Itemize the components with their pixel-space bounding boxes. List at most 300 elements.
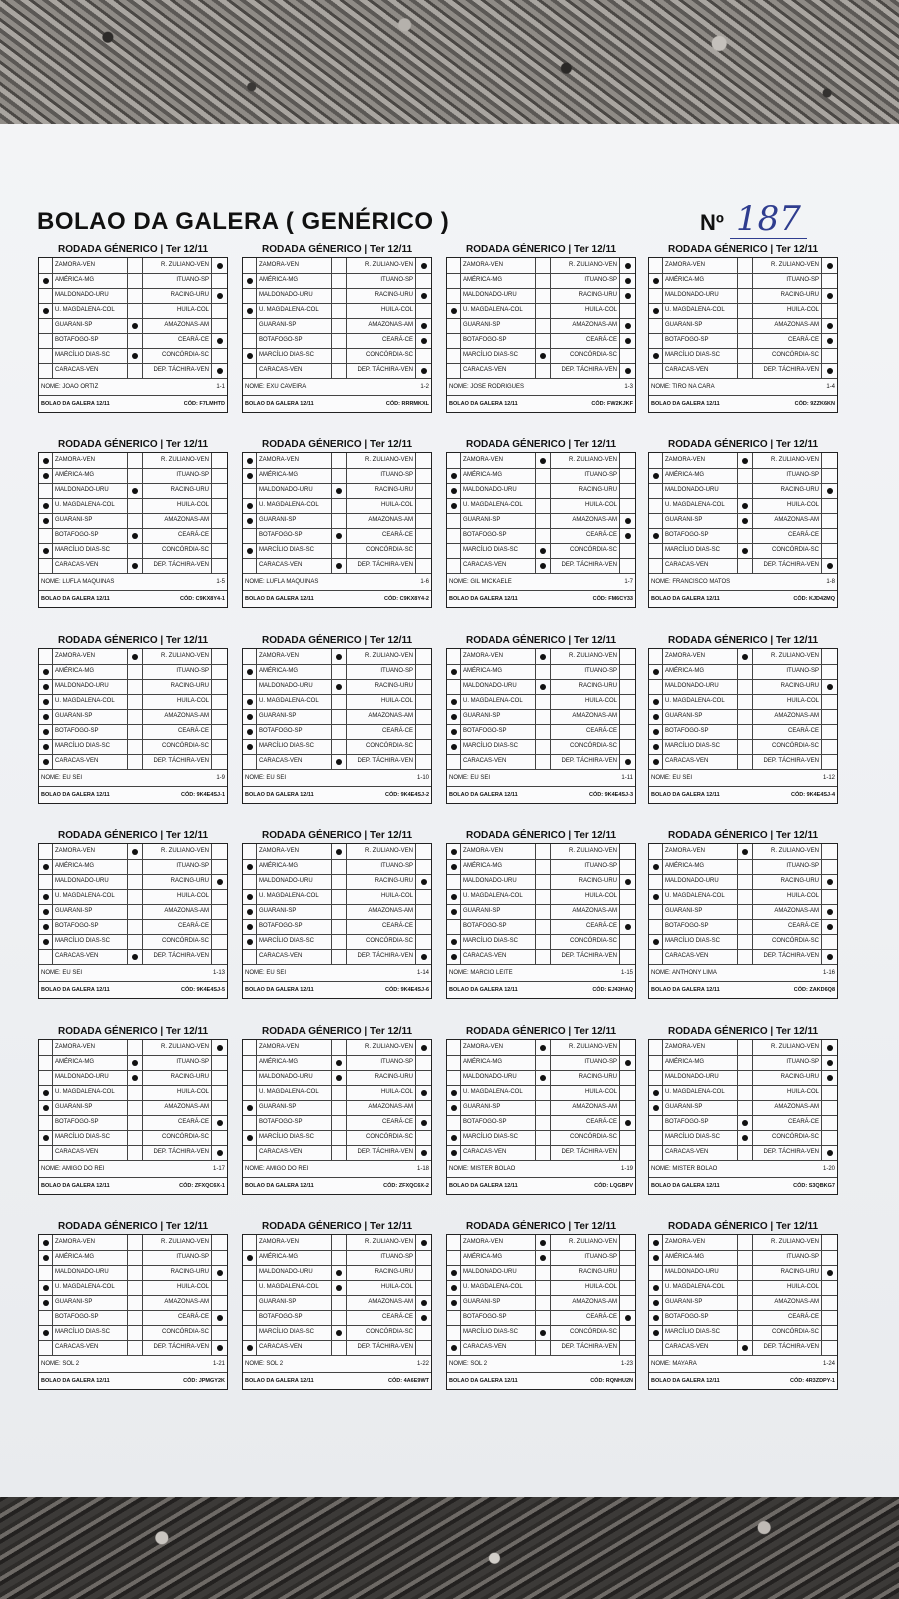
draw-box: [332, 694, 347, 709]
match-row: [447, 859, 635, 875]
match-row: [243, 949, 431, 965]
ticket-code: CÓD: ZAKD6Q8: [793, 987, 835, 993]
page-title: BOLAO DA GALERA ( GENÉRICO ): [37, 208, 450, 235]
away-team: DEP. TÁCHIRA-VEN: [550, 1340, 620, 1355]
away-win-box: [416, 694, 431, 709]
footer-label: BOLAO DA GALERA 12/11: [41, 401, 110, 407]
match-row: [447, 754, 635, 770]
away-win-box: [212, 333, 227, 348]
mark-dot: [653, 714, 659, 720]
away-win-box: [212, 679, 227, 694]
mark-dot: [336, 1075, 342, 1081]
draw-box: [738, 664, 753, 679]
away-win-box: [212, 1145, 227, 1160]
draw-box: [128, 1295, 143, 1310]
away-win-box: [620, 709, 635, 724]
home-win-box: [447, 1325, 461, 1340]
footer-label: BOLAO DA GALERA 12/11: [449, 1378, 518, 1384]
away-win-box: [212, 949, 227, 964]
draw-box: [738, 694, 753, 709]
away-win-box: [416, 1130, 431, 1145]
ticket-number: 1-12: [822, 775, 835, 781]
home-win-box: [649, 1340, 663, 1355]
home-win-box: [243, 919, 257, 934]
ticket-code: CÓD: ZFXQC6X-2: [383, 1183, 429, 1189]
bet-card: [446, 438, 636, 608]
match-row: [447, 889, 635, 905]
match-row: [649, 348, 837, 364]
mark-dot: [625, 1315, 631, 1321]
home-win-box: [649, 528, 663, 543]
mark-dot: [653, 1090, 659, 1096]
home-team: MARCÍLIO DIAS-SC: [257, 348, 332, 363]
home-team: GUARANI-SP: [53, 709, 128, 724]
away-team: HUILA-COL: [550, 498, 620, 513]
away-team: ITUANO-SP: [346, 468, 416, 483]
mark-dot: [43, 308, 49, 314]
ticket-number: 1-13: [212, 970, 225, 976]
mark-dot: [742, 1135, 748, 1141]
home-win-box: [243, 1250, 257, 1265]
mark-dot: [653, 894, 659, 900]
home-win-box: [243, 543, 257, 558]
bet-card: [648, 438, 838, 608]
participant-row: [39, 966, 227, 982]
home-win-box: [447, 363, 461, 378]
away-win-box: [416, 1040, 431, 1055]
mark-dot: [742, 654, 748, 660]
home-team: CARACAS-VEN: [257, 1340, 332, 1355]
home-team: CARACAS-VEN: [461, 558, 536, 573]
away-team: HUILA-COL: [346, 303, 416, 318]
away-win-box: [822, 1310, 837, 1325]
match-row: [649, 1340, 837, 1356]
match-row: [243, 889, 431, 905]
draw-box: [738, 889, 753, 904]
bet-card: [648, 1220, 838, 1390]
away-team: ITUANO-SP: [550, 468, 620, 483]
away-team: ITUANO-SP: [142, 468, 212, 483]
away-win-box: [416, 303, 431, 318]
card-footer: [649, 1373, 837, 1389]
away-team: CONCÓRDIA-SC: [142, 739, 212, 754]
away-team: RACING-URU: [346, 1070, 416, 1085]
home-team: BOTAFOGO-SP: [53, 333, 128, 348]
home-team: ZAMORA-VEN: [53, 844, 128, 859]
draw-box: [332, 333, 347, 348]
mark-dot: [247, 864, 253, 870]
match-row: [447, 874, 635, 890]
match-row: [447, 1325, 635, 1341]
mark-dot: [451, 1090, 457, 1096]
match-row: [39, 288, 227, 304]
draw-box: [332, 1295, 347, 1310]
mark-dot: [43, 714, 49, 720]
draw-box: [536, 874, 551, 889]
away-team: AMAZONAS-AM: [550, 904, 620, 919]
home-win-box: [39, 1235, 53, 1250]
match-row: [39, 844, 227, 860]
home-win-box: [243, 513, 257, 528]
away-team: CONCÓRDIA-SC: [752, 1130, 822, 1145]
away-team: DEP. TÁCHIRA-VEN: [752, 754, 822, 769]
away-team: R. ZULIANO-VEN: [550, 453, 620, 468]
match-row: [39, 453, 227, 469]
ticket-number: 1-14: [416, 970, 429, 976]
mark-dot: [247, 458, 253, 464]
away-win-box: [822, 513, 837, 528]
mark-dot: [336, 849, 342, 855]
match-row: [39, 528, 227, 544]
away-win-box: [212, 468, 227, 483]
home-team: GUARANI-SP: [53, 1295, 128, 1310]
home-team: BOTAFOGO-SP: [461, 1310, 536, 1325]
match-row: [39, 1325, 227, 1341]
card-header: RODADA GÉNERICO | Ter 12/11: [261, 635, 413, 646]
draw-box: [738, 543, 753, 558]
away-team: RACING-URU: [142, 874, 212, 889]
match-row: [447, 318, 635, 334]
home-team: U. MAGDALENA-COL: [257, 889, 332, 904]
match-row: [243, 1235, 431, 1251]
away-team: DEP. TÁCHIRA-VEN: [142, 754, 212, 769]
home-win-box: [447, 513, 461, 528]
draw-box: [128, 543, 143, 558]
home-win-box: [447, 694, 461, 709]
home-win-box: [39, 919, 53, 934]
draw-box: [536, 288, 551, 303]
away-team: RACING-URU: [752, 1265, 822, 1280]
away-team: DEP. TÁCHIRA-VEN: [752, 363, 822, 378]
away-win-box: [620, 949, 635, 964]
card-header: RODADA GÉNERICO | Ter 12/11: [667, 1026, 819, 1037]
footer-label: BOLAO DA GALERA 12/11: [651, 1183, 720, 1189]
away-team: DEP. TÁCHIRA-VEN: [346, 1145, 416, 1160]
home-team: AMÉRICA-MG: [461, 664, 536, 679]
away-win-box: [822, 949, 837, 964]
home-team: CARACAS-VEN: [257, 754, 332, 769]
match-row: [649, 1145, 837, 1161]
home-team: AMÉRICA-MG: [461, 1250, 536, 1265]
match-row: [447, 303, 635, 319]
draw-box: [128, 1310, 143, 1325]
card-header: RODADA GÉNERICO | Ter 12/11: [57, 1221, 209, 1232]
card-header: RODADA GÉNERICO | Ter 12/11: [667, 439, 819, 450]
mark-dot: [451, 729, 457, 735]
mark-dot: [827, 954, 833, 960]
home-team: BOTAFOGO-SP: [663, 919, 738, 934]
footer-label: BOLAO DA GALERA 12/11: [651, 987, 720, 993]
away-win-box: [416, 318, 431, 333]
draw-box: [738, 1055, 753, 1070]
bet-card: [242, 1220, 432, 1390]
home-team: U. MAGDALENA-COL: [663, 303, 738, 318]
home-win-box: [243, 1055, 257, 1070]
away-win-box: [620, 1280, 635, 1295]
participant-row: [447, 575, 635, 591]
ticket-number: 1-9: [216, 775, 225, 781]
home-win-box: [649, 1250, 663, 1265]
home-team: MALDONADO-URU: [461, 483, 536, 498]
match-row: [39, 739, 227, 755]
match-row: [243, 333, 431, 349]
home-team: CARACAS-VEN: [461, 363, 536, 378]
away-team: ITUANO-SP: [752, 273, 822, 288]
away-team: HUILA-COL: [550, 1085, 620, 1100]
away-team: CEARÁ-CE: [752, 724, 822, 739]
away-team: AMAZONAS-AM: [346, 904, 416, 919]
home-team: MARCÍLIO DIAS-SC: [663, 543, 738, 558]
participant-name: NOME: AMIGO DO REI: [41, 1166, 105, 1172]
home-team: MARCÍLIO DIAS-SC: [461, 348, 536, 363]
draw-box: [128, 1055, 143, 1070]
home-team: MALDONADO-URU: [461, 679, 536, 694]
away-win-box: [212, 513, 227, 528]
draw-box: [536, 333, 551, 348]
home-win-box: [649, 664, 663, 679]
draw-box: [128, 1040, 143, 1055]
draw-box: [536, 1280, 551, 1295]
mark-dot: [217, 368, 223, 374]
away-team: ITUANO-SP: [752, 1055, 822, 1070]
away-team: ITUANO-SP: [550, 273, 620, 288]
home-team: MARCÍLIO DIAS-SC: [663, 739, 738, 754]
draw-box: [738, 1100, 753, 1115]
participant-row: [243, 575, 431, 591]
ticket-code: CÓD: 9K4E4SJ-4: [790, 792, 835, 798]
draw-box: [332, 1265, 347, 1280]
participant-row: [243, 771, 431, 787]
home-win-box: [447, 498, 461, 513]
home-win-box: [243, 679, 257, 694]
away-team: RACING-URU: [752, 874, 822, 889]
home-win-box: [39, 724, 53, 739]
match-row: [649, 1310, 837, 1326]
home-team: AMÉRICA-MG: [257, 468, 332, 483]
home-team: BOTAFOGO-SP: [257, 1115, 332, 1130]
draw-box: [536, 1250, 551, 1265]
home-team: MARCÍLIO DIAS-SC: [663, 934, 738, 949]
home-win-box: [447, 1115, 461, 1130]
away-win-box: [620, 889, 635, 904]
match-row: [649, 844, 837, 860]
away-team: HUILA-COL: [142, 694, 212, 709]
match-row: [649, 949, 837, 965]
match-row: [447, 543, 635, 559]
away-team: RACING-URU: [346, 288, 416, 303]
away-win-box: [822, 1340, 837, 1355]
home-team: U. MAGDALENA-COL: [53, 889, 128, 904]
away-win-box: [416, 558, 431, 573]
participant-row: [243, 1357, 431, 1373]
home-team: GUARANI-SP: [461, 709, 536, 724]
home-team: GUARANI-SP: [53, 904, 128, 919]
away-win-box: [620, 1055, 635, 1070]
draw-box: [738, 483, 753, 498]
away-win-box: [212, 453, 227, 468]
home-win-box: [447, 754, 461, 769]
home-win-box: [39, 889, 53, 904]
home-win-box: [39, 1310, 53, 1325]
mark-dot: [43, 894, 49, 900]
home-win-box: [243, 453, 257, 468]
away-team: AMAZONAS-AM: [752, 709, 822, 724]
mark-dot: [132, 1060, 138, 1066]
ticket-code: CÓD: ZFXQC6X-1: [179, 1183, 225, 1189]
draw-box: [738, 363, 753, 378]
mark-dot: [540, 548, 546, 554]
away-win-box: [416, 664, 431, 679]
home-win-box: [649, 1130, 663, 1145]
participant-name: NOME: TIRO NA CARA: [651, 384, 715, 390]
draw-box: [332, 303, 347, 318]
home-team: MALDONADO-URU: [663, 288, 738, 303]
card-header: RODADA GÉNERICO | Ter 12/11: [57, 830, 209, 841]
mark-dot: [653, 759, 659, 765]
away-win-box: [416, 258, 431, 273]
card-table: [38, 648, 228, 804]
away-win-box: [620, 273, 635, 288]
home-win-box: [243, 333, 257, 348]
card-footer: [39, 591, 227, 607]
mark-dot: [827, 1075, 833, 1081]
draw-box: [128, 273, 143, 288]
home-win-box: [243, 1340, 257, 1355]
home-win-box: [243, 468, 257, 483]
draw-box: [128, 949, 143, 964]
mark-dot: [336, 654, 342, 660]
home-win-box: [447, 288, 461, 303]
away-win-box: [620, 1130, 635, 1145]
home-win-box: [447, 919, 461, 934]
draw-box: [332, 649, 347, 664]
home-win-box: [243, 694, 257, 709]
home-win-box: [39, 363, 53, 378]
away-team: AMAZONAS-AM: [550, 1100, 620, 1115]
home-team: GUARANI-SP: [257, 1295, 332, 1310]
draw-box: [738, 1130, 753, 1145]
home-win-box: [39, 1280, 53, 1295]
mark-dot: [247, 744, 253, 750]
away-win-box: [416, 1100, 431, 1115]
away-team: R. ZULIANO-VEN: [752, 1040, 822, 1055]
away-win-box: [212, 934, 227, 949]
home-team: BOTAFOGO-SP: [53, 1310, 128, 1325]
draw-box: [332, 844, 347, 859]
away-team: AMAZONAS-AM: [142, 904, 212, 919]
card-header: RODADA GÉNERICO | Ter 12/11: [57, 439, 209, 450]
home-win-box: [39, 1130, 53, 1145]
away-team: HUILA-COL: [550, 1280, 620, 1295]
home-win-box: [243, 258, 257, 273]
home-win-box: [447, 739, 461, 754]
mark-dot: [451, 1300, 457, 1306]
draw-box: [332, 1040, 347, 1055]
away-team: HUILA-COL: [752, 889, 822, 904]
match-row: [39, 483, 227, 499]
match-row: [447, 1280, 635, 1296]
home-win-box: [649, 258, 663, 273]
away-team: ITUANO-SP: [346, 664, 416, 679]
match-row: [39, 859, 227, 875]
home-win-box: [39, 1115, 53, 1130]
card-table: [38, 1039, 228, 1195]
draw-box: [536, 889, 551, 904]
home-team: CARACAS-VEN: [663, 363, 738, 378]
match-row: [649, 724, 837, 740]
match-row: [243, 498, 431, 514]
match-row: [649, 513, 837, 529]
home-win-box: [649, 1295, 663, 1310]
home-team: BOTAFOGO-SP: [257, 333, 332, 348]
match-row: [243, 1265, 431, 1281]
match-row: [447, 1130, 635, 1146]
home-team: GUARANI-SP: [663, 709, 738, 724]
home-team: AMÉRICA-MG: [461, 468, 536, 483]
home-win-box: [447, 483, 461, 498]
card-footer: [649, 591, 837, 607]
mark-dot: [827, 1045, 833, 1051]
away-win-box: [620, 513, 635, 528]
away-team: R. ZULIANO-VEN: [142, 1040, 212, 1055]
home-win-box: [649, 453, 663, 468]
home-win-box: [243, 1145, 257, 1160]
away-win-box: [416, 679, 431, 694]
card-table: [648, 1039, 838, 1195]
home-team: CARACAS-VEN: [53, 949, 128, 964]
match-row: [447, 1250, 635, 1266]
home-team: MALDONADO-URU: [257, 874, 332, 889]
draw-box: [128, 844, 143, 859]
draw-box: [128, 258, 143, 273]
ticket-number: 1-20: [822, 1166, 835, 1172]
away-win-box: [620, 1115, 635, 1130]
away-win-box: [822, 1265, 837, 1280]
away-win-box: [416, 754, 431, 769]
away-team: DEP. TÁCHIRA-VEN: [752, 949, 822, 964]
away-team: DEP. TÁCHIRA-VEN: [142, 363, 212, 378]
away-win-box: [822, 1100, 837, 1115]
ticket-number: 1-24: [822, 1361, 835, 1367]
match-row: [243, 664, 431, 680]
home-win-box: [447, 1310, 461, 1325]
draw-box: [332, 709, 347, 724]
draw-box: [738, 498, 753, 513]
away-team: CONCÓRDIA-SC: [752, 739, 822, 754]
away-win-box: [212, 754, 227, 769]
match-row: [447, 288, 635, 304]
draw-box: [128, 363, 143, 378]
home-win-box: [243, 1310, 257, 1325]
home-team: AMÉRICA-MG: [53, 1055, 128, 1070]
away-win-box: [822, 1055, 837, 1070]
mark-dot: [43, 548, 49, 554]
mark-dot: [827, 684, 833, 690]
home-win-box: [447, 1130, 461, 1145]
participant-name: NOME: JOSE RODRIGUES: [449, 384, 525, 390]
footer-label: BOLAO DA GALERA 12/11: [449, 1183, 518, 1189]
match-row: [649, 453, 837, 469]
home-team: MALDONADO-URU: [257, 288, 332, 303]
participant-row: [243, 1162, 431, 1178]
ticket-code: CÓD: EJ43HAQ: [592, 987, 633, 993]
mark-dot: [451, 1345, 457, 1351]
card-footer: [39, 787, 227, 803]
bet-card: [648, 634, 838, 804]
home-win-box: [243, 844, 257, 859]
away-win-box: [822, 739, 837, 754]
home-team: MARCÍLIO DIAS-SC: [663, 348, 738, 363]
